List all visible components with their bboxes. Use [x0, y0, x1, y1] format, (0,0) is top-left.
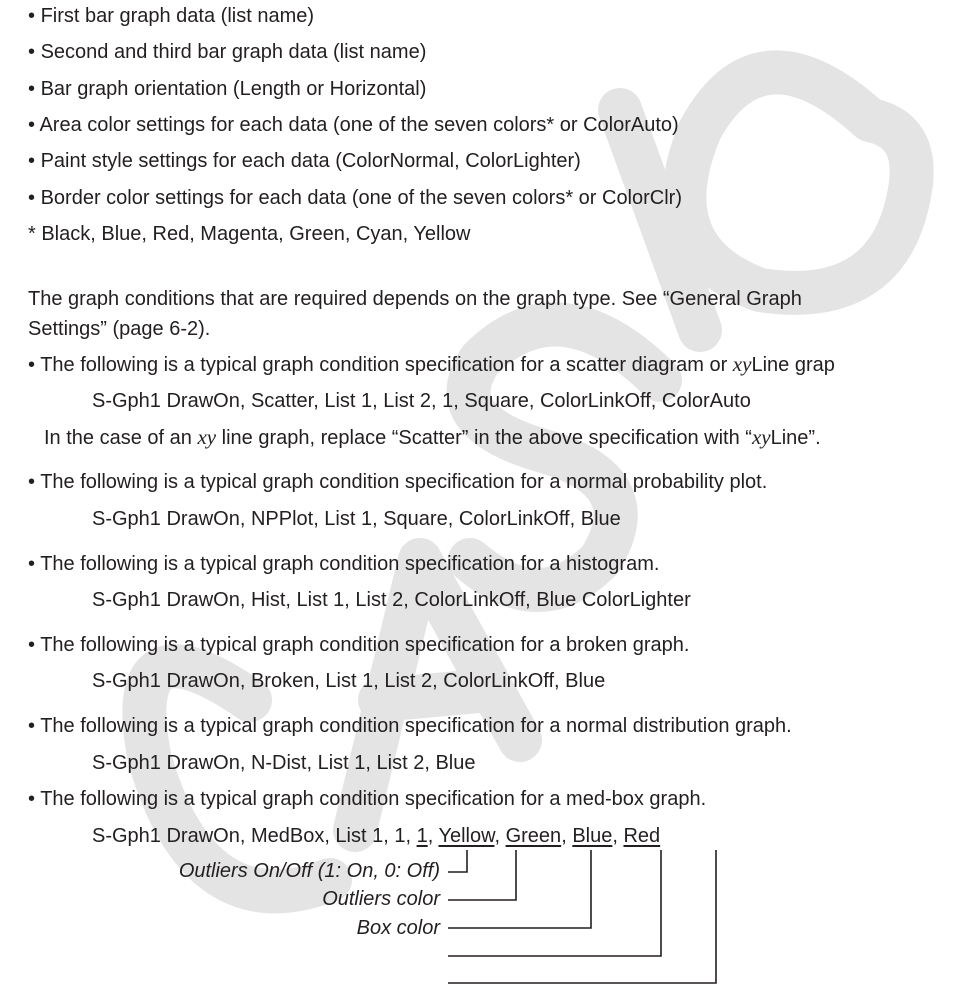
annotation-outliers-onoff: Outliers On/Off (1: On, 0: Off) [178, 860, 440, 882]
hist-item: • The following is a typical graph condition specification for a histogram. [28, 553, 660, 575]
bar-item-area-color: • Area color settings for each data (one of the seven colors* or ColorAuto) [28, 114, 679, 136]
hist-code: S-Gph1 DrawOn, Hist, List 1, List 2, ColorLinkOff, Blue ColorLighter [92, 589, 691, 611]
scatter-code: S-Gph1 DrawOn, Scatter, List 1, List 2, 1, Square, ColorLinkOff, ColorAuto [92, 390, 751, 412]
intro-line-1: The graph conditions that are required depends on the graph type. See “General Graph [28, 288, 802, 310]
outliers-color-value: Yellow [438, 825, 495, 847]
leader-median-color [448, 850, 716, 983]
npplot-code: S-Gph1 DrawOn, NPPlot, List 1, Square, ColorLinkOff, Blue [92, 508, 621, 530]
leader-whisker-color [448, 850, 661, 956]
medbox-code: S-Gph1 DrawOn, MedBox, List 1, 1, 1, Yellow, Green, Blue, Red [92, 825, 661, 847]
intro-line-2: Settings” (page 6-2). [28, 318, 211, 340]
npplot-item: • The following is a typical graph condition specification for a normal probability plot. [28, 471, 768, 493]
annotation-outliers-color: Outliers color [322, 888, 440, 910]
bar-item-second-third: • Second and third bar graph data (list name) [28, 41, 427, 63]
bar-item-first: • First bar graph data (list name) [28, 5, 315, 27]
scatter-item: • The following is a typical graph condition specification for a scatter diagram or xyLine grap [28, 352, 835, 376]
leader-outliers-onoff [448, 850, 467, 872]
whisker-color-value: Blue [572, 825, 613, 847]
ndist-code: S-Gph1 DrawOn, N-Dist, List 1, List 2, Blue [92, 752, 476, 774]
medbox-item: • The following is a typical graph condition specification for a med-box graph. [28, 788, 707, 810]
ndist-item: • The following is a typical graph condition specification for a normal distribution graph. [28, 715, 792, 737]
bar-item-border-color: • Border color settings for each data (one of the seven colors* or ColorClr) [28, 187, 682, 209]
outliers-flag-value: 1 [416, 825, 428, 847]
broken-code: S-Gph1 DrawOn, Broken, List 1, List 2, ColorLinkOff, Blue [92, 670, 606, 692]
broken-item: • The following is a typical graph condition specification for a broken graph. [28, 634, 690, 656]
box-color-value: Green [505, 825, 562, 847]
median-color-value: Red [623, 825, 661, 847]
annotation-box-color: Box color [356, 917, 440, 939]
bar-item-orientation: • Bar graph orientation (Length or Horizontal) [28, 78, 427, 100]
bar-item-paint-style: • Paint style settings for each data (ColorNormal, ColorLighter) [28, 150, 581, 172]
scatter-note: In the case of an xy line graph, replace “Scatter” in the above specification with “xyLine”. [44, 425, 821, 449]
footnote: * Black, Blue, Red, Magenta, Green, Cyan, Yellow [28, 223, 471, 245]
leader-box-color [448, 850, 591, 928]
leader-outliers-color [448, 850, 516, 900]
